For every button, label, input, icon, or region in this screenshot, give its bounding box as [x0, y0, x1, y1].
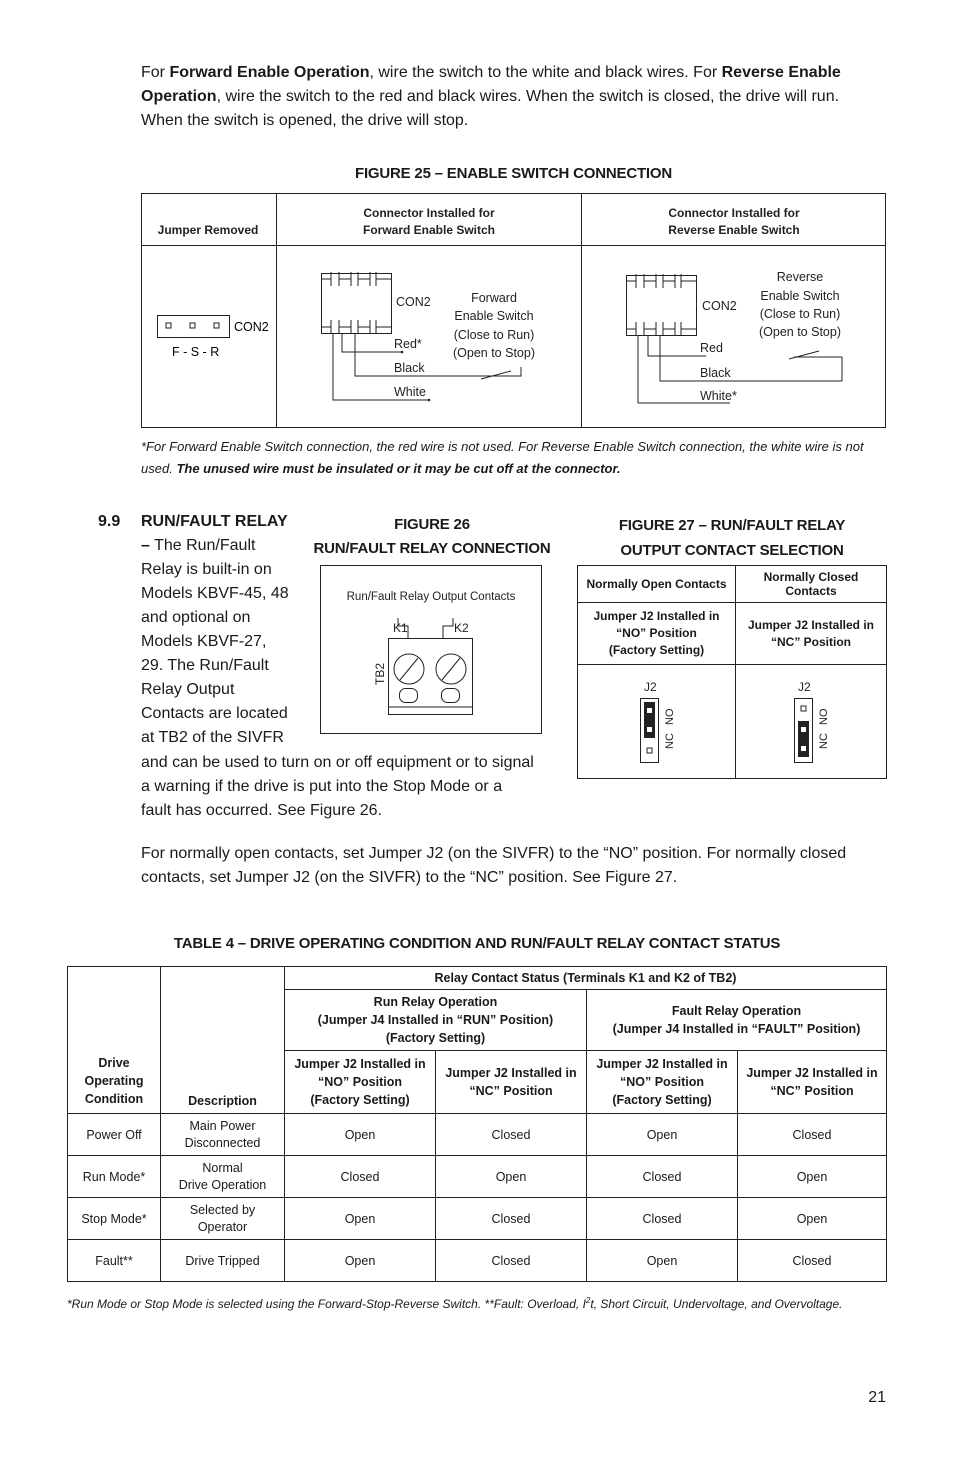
svg-text:Connector Installed for: Connector Installed for	[363, 206, 495, 220]
svg-text:J2: J2	[798, 680, 811, 694]
svg-text:K2: K2	[454, 621, 469, 635]
jumper-no-diagram	[582, 665, 732, 775]
svg-text:Black: Black	[394, 361, 425, 375]
jumper-nc-cell	[736, 665, 887, 779]
svg-text:Reverse Enable Switch: Reverse Enable Switch	[668, 223, 800, 237]
svg-text:NO: NO	[663, 708, 676, 725]
jumper-nc-diagram	[736, 665, 886, 775]
svg-text:Enable Switch: Enable Switch	[454, 309, 534, 323]
relay-status-header: Relay Contact Status (Terminals K1 and K2 of TB2)	[285, 967, 887, 990]
col-normally-open: Normally Open Contacts	[578, 566, 736, 603]
svg-text:Red*: Red*	[394, 337, 422, 351]
run-relay-header: Run Relay Operation (Jumper J4 Installed in “RUN” Position) (Factory Setting)	[285, 990, 587, 1051]
page-number: 21	[868, 1389, 886, 1406]
figure-26-title: FIGURE 26 RUN/FAULT RELAY CONNECTION	[313, 516, 551, 557]
svg-text:TB2: TB2	[373, 662, 387, 685]
svg-text:(Open to Stop): (Open to Stop)	[453, 346, 535, 360]
svg-text:NC: NC	[663, 733, 676, 749]
section-body: – The Run/Fault Relay is built-in on Models KBVF-45, 48 and optional on Models KBVF-27, 29. The Run/Fault Relay Output Contacts are located at TB2 of the SIVFR	[141, 537, 289, 746]
table-row: Stop Mode* Selected by Operator Open Closed Closed Open	[68, 1198, 887, 1240]
con2-connector-empty	[158, 316, 269, 360]
svg-text:CON2: CON2	[702, 299, 737, 313]
section-heading: RUN/FAULT RELAY	[141, 513, 288, 530]
figure-25-note: *For Forward Enable Switch connection, the red wire is not used. For Reverse Enable Switch connection, the white wire is not used. The unused wire must be insulated or it may be cut off at the connector.	[141, 439, 864, 476]
table-row: Fault** Drive Tripped Open Closed Open Closed	[68, 1240, 887, 1282]
section-number: 9.9	[98, 513, 121, 530]
table-4: Drive Operating Condition Description Relay Contact Status (Terminals K1 and K2 of TB2) Run Relay Operation (Jumper J4 Installed in “RUN” Position) (Factory Setting) Fault Relay Operation (Jumper J4 Installed in “FAULT” Position) Jumper J2 Installed in “NO” Position (Factory Setting) Jumper J2 Installed in “NC” Position Jumper J2 Installed in “NO” Position (Factory Setting) Jumper J2 Installed in “NC” Position Power Off Main Power Disconnected Open Closed Open Closed Run Mode* Normal Drive Operation Closed Open Closed Open Stop Mode* Selected by Operator Open Closed Closed Open Fault** Drive Tripped Open Closed Open Closed	[67, 966, 887, 1282]
forward-enable-term: Forward Enable Operation	[169, 64, 370, 81]
table-4-footnote: *Run Mode or Stop Mode is selected using the Forward-Stop-Reverse Switch. **Fault: Overload, $I^2t$, Short Circuit, Undervoltage, and Overvoltage.	[67, 1296, 843, 1311]
svg-text:NO: NO	[818, 708, 830, 725]
svg-text:J2: J2	[643, 680, 657, 694]
table-row: Run Mode* Normal Drive Operation Closed Open Closed Open	[68, 1156, 887, 1198]
svg-text:Red: Red	[700, 341, 723, 355]
svg-text:Enable Switch: Enable Switch	[760, 289, 840, 303]
col-description: Description	[161, 967, 285, 1114]
col-drive-condition: Drive Operating Condition	[68, 967, 161, 1114]
relay-terminal-diagram	[320, 565, 542, 734]
jumper-no-cell	[578, 665, 736, 779]
table-row: Power Off Main Power Disconnected Open Closed Open Closed	[68, 1114, 887, 1156]
svg-text:Forward Enable Switch: Forward Enable Switch	[362, 223, 496, 237]
svg-text:(Close to Run): (Close to Run)	[759, 307, 841, 321]
svg-text:White*: White*	[700, 389, 737, 403]
svg-text:CON2: CON2	[396, 295, 431, 309]
reverse-enable-term: Reverse Enable Operation	[141, 64, 841, 105]
fault-relay-header: Fault Relay Operation (Jumper J4 Installed in “FAULT” Position)	[587, 990, 887, 1051]
svg-text:Black: Black	[700, 366, 731, 380]
col-jumper-removed: Jumper Removed	[157, 223, 259, 237]
svg-text:CON2: CON2	[234, 320, 269, 334]
figure-26-frame	[320, 565, 542, 734]
table-4-title: TABLE 4 – DRIVE OPERATING CONDITION AND RUN/FAULT RELAY CONTACT STATUS	[173, 935, 781, 952]
svg-text:White: White	[394, 385, 426, 399]
col-normally-closed: Normally Closed Contacts	[736, 566, 887, 603]
enable-switch-diagram	[141, 193, 886, 428]
section-body-continued: and can be used to turn on or off equipment or to signal a warning if the drive is put into the Stop Mode or a fault has occurred. See Figure 26.	[141, 754, 534, 819]
svg-text:Reverse: Reverse	[776, 270, 824, 284]
svg-text:(Open to Stop): (Open to Stop)	[759, 325, 841, 339]
figure-25-title: FIGURE 25 – ENABLE SWITCH CONNECTION	[355, 165, 672, 182]
svg-text:Connector Installed for: Connector Installed for	[668, 206, 800, 220]
svg-text:F - S - R: F - S - R	[172, 345, 220, 359]
svg-text:Run/Fault Relay Output Contact: Run/Fault Relay Output Contacts	[346, 591, 516, 603]
figure-27-title: FIGURE 27 – RUN/FAULT RELAY OUTPUT CONTACT SELECTION	[618, 517, 846, 559]
figure-25-frame	[141, 193, 886, 428]
intro-paragraph: For Forward Enable Operation, wire the switch to the white and black wires. For Reverse Enable Operation, wire the switch to the red and black wires. When the switch is closed, the drive will run. When the switch is opened, the drive will stop.	[141, 64, 841, 129]
svg-text:Forward: Forward	[471, 291, 517, 305]
svg-text:(Close to Run): (Close to Run)	[453, 328, 535, 342]
svg-text:K1: K1	[393, 621, 408, 635]
jumper-paragraph: For normally open contacts, set Jumper J2 (on the SIVFR) to the “NO” position. For normally closed contacts, set Jumper J2 (on the SIVFR) to the “NC” position. See Figure 27.	[141, 845, 847, 886]
figure-27-table: Normally Open Contacts Normally Closed Contacts Jumper J2 Installed in “NO” Position (Factory Setting) Jumper J2 Installed in “NC” Position J2 NO NC J2 NO NC	[577, 565, 887, 779]
svg-text:NC: NC	[818, 733, 830, 749]
